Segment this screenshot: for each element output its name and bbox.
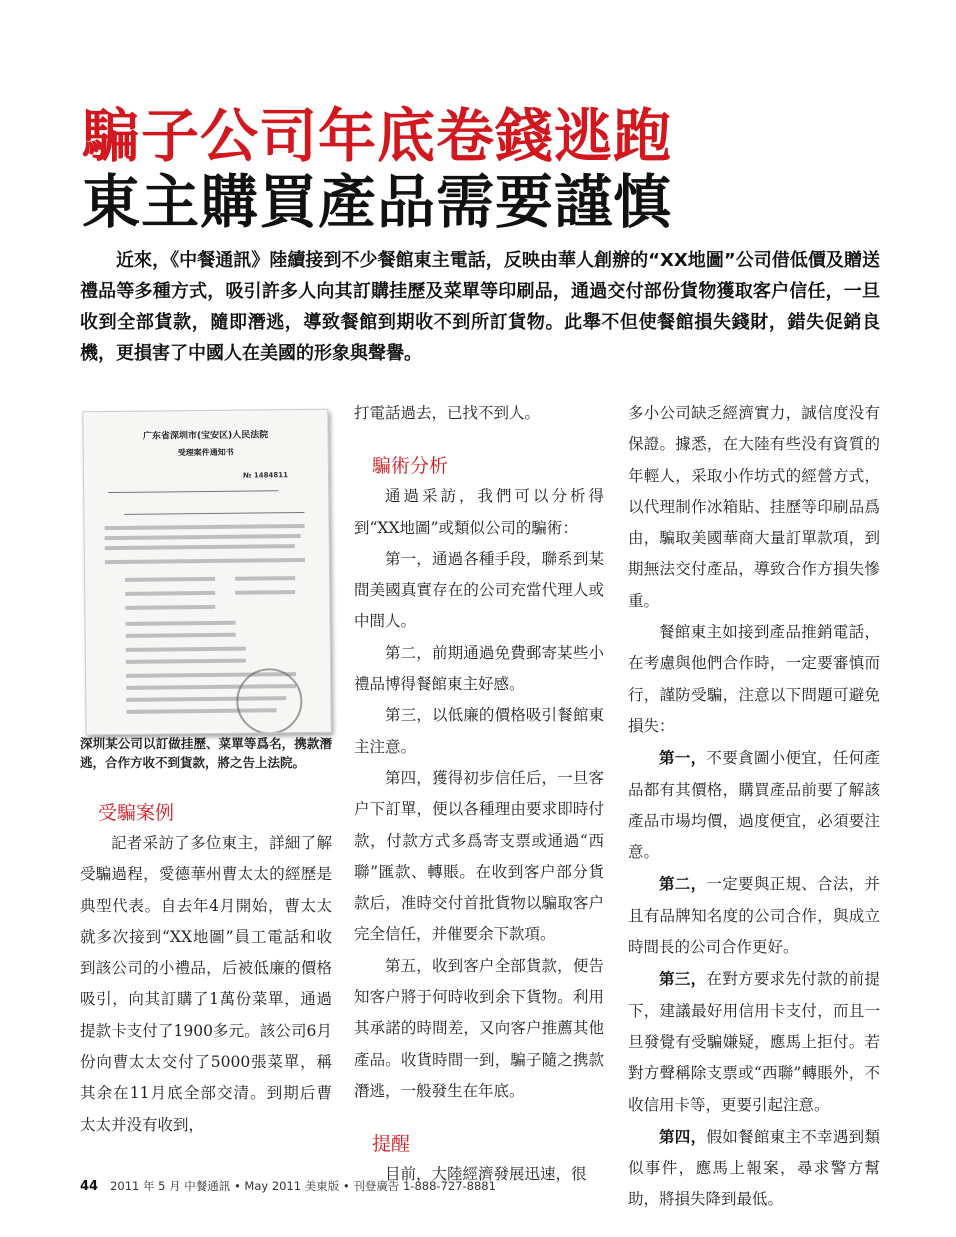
tip-paragraph-4 (628, 1121, 880, 1216)
doc-text (105, 558, 305, 564)
body-paragraph: 打電話過去，已找不到人。 (354, 404, 541, 422)
body-paragraph: 第四，獲得初步信任后，一旦客户下訂單，便以各種理由要求即時付款，付款方式多爲寄支票或通過“西聯”匯款、轉賬。在收到客户部分貨款后，准時交付首批貨物以騙取客户完全信任，并催要余下款項。 (354, 768, 604, 944)
tip-text: 在對方要求先付款的前提下，建議最好用信用卡支付，而且一旦發覺有受騙嫌疑，應馬上拒付。若對方聲稱除支票或“西聯”轉賬外，不收信用卡等，更要引起注意。 (628, 970, 880, 1114)
body-paragraph: 第二，前期通過免費郵寄某些小禮品博得餐館東主好感。 (354, 643, 604, 694)
court-seal (236, 668, 303, 735)
body-paragraph: 通過采訪，我們可以分析得到“XX地圖”或類似公司的騙術： (354, 487, 604, 537)
headline-line-2: 東主購買產品需要謹慎 (82, 168, 673, 236)
court-notice-number: № 1484811 (242, 471, 289, 480)
doc-text (125, 605, 215, 610)
tip-text: 不要貪圖小便宜，任何產品都有其價格，購買產品前要了解該產品市場均價，過度便宜，必須要注意。 (628, 749, 880, 862)
doc-line (124, 512, 304, 515)
headline-line-1: 騙子公司年底卷錢逃跑 (82, 102, 673, 170)
tip-lead: 第二， (659, 874, 707, 894)
doc-text (126, 647, 246, 652)
photo-caption: 深圳某公司以訂做挂歷、菜單等爲名，携款潛逃，合作方收不到貨款，將之告上法院。 (80, 736, 332, 770)
doc-text (126, 621, 236, 626)
page-number: 44 (80, 1179, 99, 1194)
doc-text (125, 577, 215, 582)
section-heading-reminder: 提醒 (372, 1133, 411, 1156)
column-2 (354, 398, 604, 1191)
page-footer (80, 1178, 496, 1194)
tip-paragraph-1 (628, 742, 880, 868)
tip-text: 假如餐館東主不幸遇到類似事件，應馬上報案，尋求警方幫助，將損失降到最低。 (628, 1127, 880, 1209)
body-paragraph: 第三，以低廉的價格吸引餐館東主注意。 (354, 706, 604, 756)
court-notice-photo (82, 409, 331, 736)
doc-text (105, 544, 295, 550)
court-notice-title: 广东省深圳市(宝安区)人民法院 (142, 430, 269, 442)
section-heading-analysis: 騙術分析 (372, 455, 449, 478)
body-paragraph: 目前，大陸經濟發展迅速，很 (385, 1165, 587, 1184)
body-paragraph: 第一，通過各種手段，聯系到某間美國真實存在的公司充當代理人或中間人。 (354, 549, 604, 631)
body-paragraph: 多小公司缺乏經濟實力，誠信度没有保證。據悉，在大陸有些没有資質的年輕人，采取小作坊式的經營方式，以代理制作冰箱貼、挂歷等印刷品爲由，騙取美國華商大量訂單款項，到期無法交付產品，導致合作方損失慘重。 (628, 404, 880, 610)
doc-text (235, 590, 295, 595)
tip-paragraph-3 (628, 963, 880, 1120)
tip-paragraph-2 (628, 868, 880, 963)
tip-lead: 第三， (659, 969, 707, 989)
doc-text (126, 659, 246, 664)
court-notice-subtitle: 受理案件通知书 (177, 447, 234, 458)
body-paragraph: 餐館東主如接到產品推銷電話，在考慮與他們合作時，一定要審慎而行，謹防受騙，注意以下問題可避免損失： (628, 623, 880, 735)
doc-text (126, 633, 236, 638)
section-heading-case: 受騙案例 (98, 802, 175, 824)
doc-text (125, 591, 215, 596)
tip-text: 一定要與正規、合法，并且有品牌知名度的公司合作，與成立時間長的公司合作更好。 (628, 875, 880, 957)
tip-lead: 第四， (659, 1126, 707, 1146)
doc-text (235, 576, 295, 581)
doc-text (105, 524, 305, 530)
footer-text: 2011 年 5 月 中餐通訊 • May 2011 美東版 • 刊登廣告 1-888-727-8881 (110, 1179, 496, 1193)
tip-lead: 第一， (659, 748, 707, 768)
doc-text (105, 534, 301, 540)
column-3 (628, 398, 880, 1216)
lead-paragraph: 近來，《中餐通訊》陸續接到不少餐館東主電話，反映由華人創辦的“XX地圖”公司借低價及贈送禮品等多種方式，吸引許多人向其訂購挂歷及菜單等印刷品，通過交付部份貨物獲取客户信任，一旦收到全部貨款，隨即潛逃，導致餐館到期收不到所訂貨物。此舉不但使餐館損失錢財，錯失促銷良機，更損害了中國人在美國的形象與聲譽。 (80, 250, 880, 364)
column-1 (80, 398, 332, 1141)
body-paragraph: 記者采訪了多位東主，詳細了解受騙過程，愛德華州曹太太的經歷是典型代表。自去年4月開始，曹太太就多次接到“XX地圖”員工電話和收到該公司的小禮品，后被低廉的價格吸引，向其訂購了1萬份菜單，通過提款卡支付了1900多元。該公司6月份向曹太太交付了5000張菜單，稱其余在11月底全部交清。到期后曹太太并没有收到， (80, 834, 332, 1134)
body-paragraph: 第五，收到客户全部貨款，便告知客户將于何時收到余下貨物。利用其承諾的時間差，又向客户推薦其他產品。收貨時間一到，騙子隨之携款潛逃，一般發生在年底。 (354, 956, 604, 1100)
